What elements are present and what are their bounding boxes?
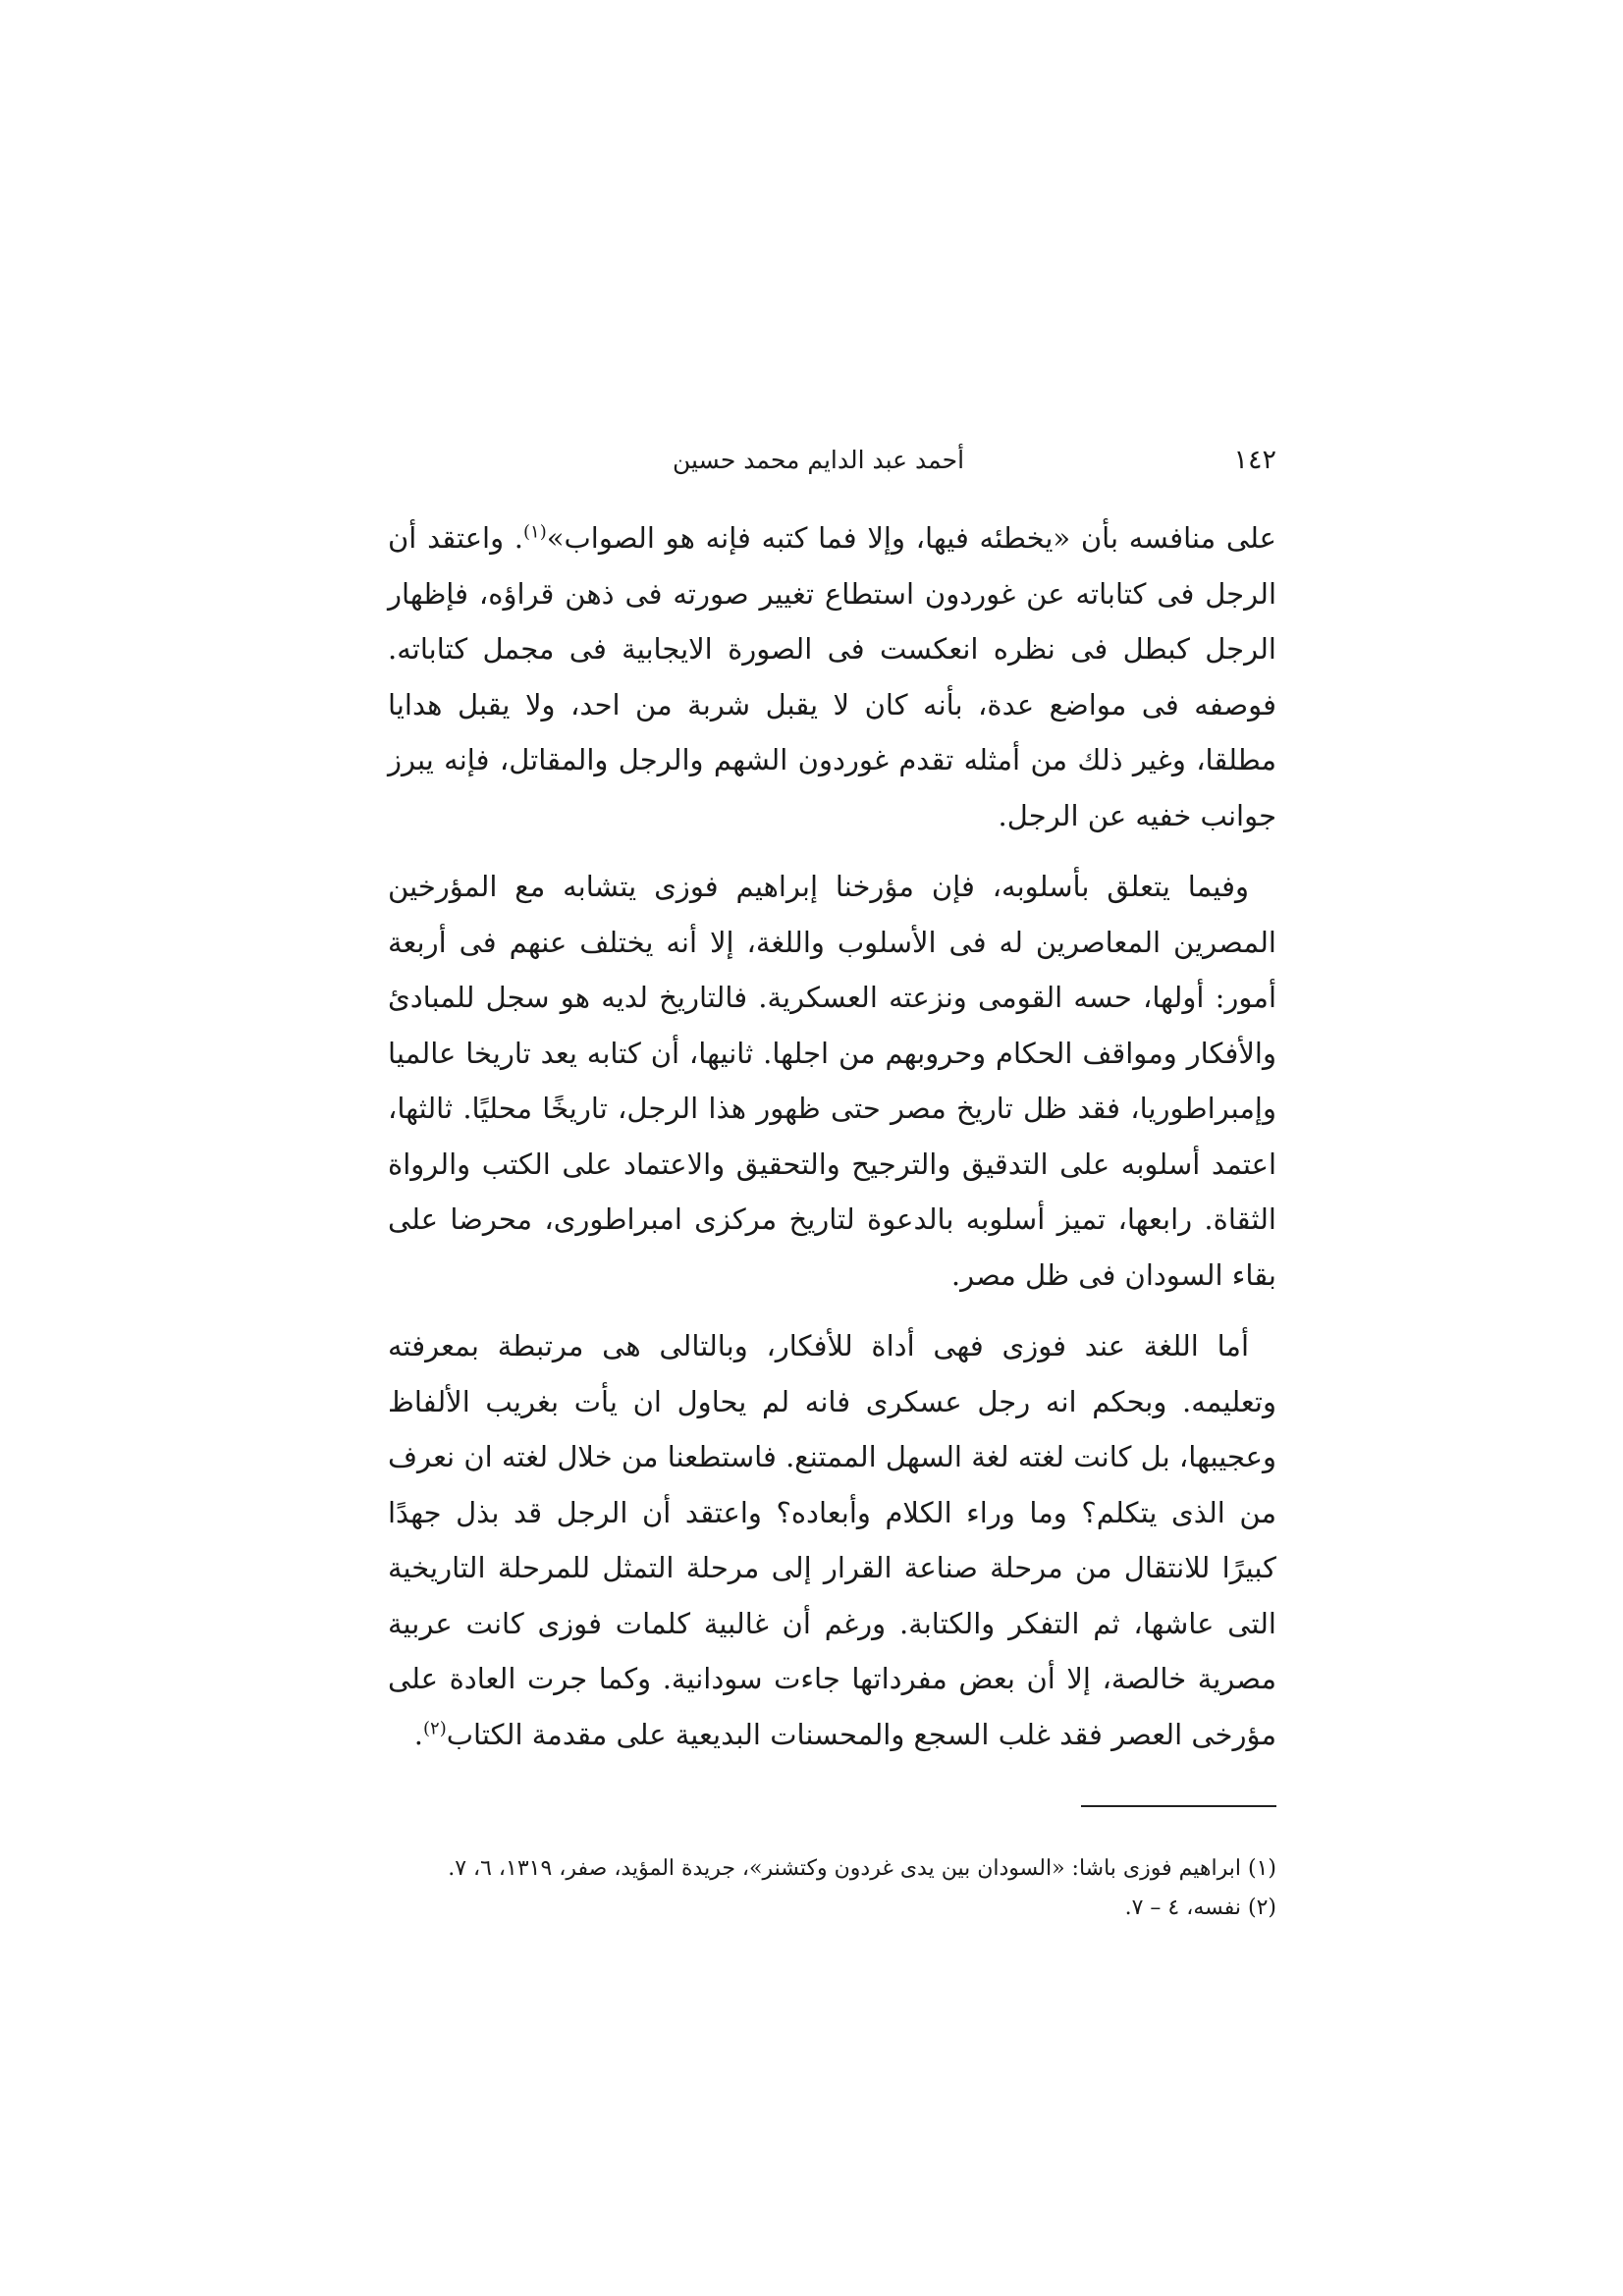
footnote-1: (١) ابراهيم فوزى باشا: «السودان بين يدى غردون وكتشنر»، جريدة المؤيد، صفر، ١٣١٩، ٦، ٧. (448, 1856, 1276, 1881)
paragraph-1-text-b: . واعتقد أن الرجل فى كتاباته عن غوردون استطاع تغيير صورته فى ذهن قراؤه، فإظهار الرجل كبطل فى نظره انعكست فى الصورة الايجابية فى مجمل كتاباته. فوصفه فى مواضع عدة، بأنه كان لا يقبل شربة من احد، ولا يقبل هدايا مطلقا، وغير ذلك من أمثله تقدم غوردون الشهم والرجل والمقاتل، فإنه يبرز جوانب خفيه عن الرجل. (388, 521, 1276, 832)
paragraph-1-text-a: على منافسه بأن «يخطئه فيها، وإلا فما كتبه فإنه هو الصواب» (546, 521, 1276, 555)
paragraph-1 (388, 510, 1276, 843)
page-number: ١٤٢ (1233, 444, 1276, 475)
paragraph-3 (388, 1318, 1276, 1762)
running-header (388, 440, 1276, 479)
footnote-separator (1081, 1805, 1276, 1807)
paragraph-3-text-b: . (413, 1717, 423, 1751)
running-header-author: أحمد عبد الدايم محمد حسين (673, 445, 965, 474)
footnote-ref-2: (٢) (422, 1717, 447, 1738)
paragraph-3-text-a: أما اللغة عند فوزى فهى أداة للأفكار، وبالتالى هى مرتبطة بمعرفته وتعليمه. وبحكم انه رجل عسكرى فانه لم يحاول ان يأت بغريب الألفاظ وعجيبها، بل كانت لغته لغة السهل الممتنع. فاستطعنا من خلال لغته ان نعرف من الذى يتكلم؟ وما وراء الكلام وأبعاده؟ واعتقد أن الرجل قد بذل جهدًا كبيرًا للانتقال من مرحلة صناعة القرار إلى مرحلة التمثل للمرحلة التاريخية التى عاشها، ثم التفكر والكتابة. ورغم أن غالبية كلمات فوزى كانت عربية مصرية خالصة، إلا أن بعض مفرداتها جاءت سودانية. وكما جرت العادة على مؤرخى العصر فقد غلب السجع والمحسنات البديعية على مقدمة الكتاب (388, 1329, 1276, 1751)
footnote-ref-1: (١) (523, 521, 547, 543)
footnotes (388, 1849, 1276, 1928)
footnote-2: (٢) نفسه، ٤ – ٧. (1124, 1896, 1276, 1920)
body-text (388, 510, 1276, 1778)
paragraph-2: وفيما يتعلق بأسلوبه، فإن مؤرخنا إبراهيم فوزى يتشابه مع المؤرخين المصرين المعاصرين له فى الأسلوب واللغة، إلا أنه يختلف عنهم فى أربعة أمور: أولها، حسه القومى ونزعته العسكرية. فالتاريخ لديه هو سجل للمبادئ والأفكار ومواقف الحكام وحروبهم من اجلها. ثانيها، أن كتابه يعد تاريخا عالميا وإمبراطوريا، فقد ظل تاريخ مصر حتى ظهور هذا الرجل، تاريخًا محليًا. ثالثها، اعتمد أسلوبه على التدقيق والترجيح والتحقيق والاعتماد على الكتب والرواة الثقاة. رابعها، تميز أسلوبه بالدعوة لتاريخ مركزى امبراطورى، محرضا على بقاء السودان فى ظل مصر. (388, 870, 1276, 1292)
